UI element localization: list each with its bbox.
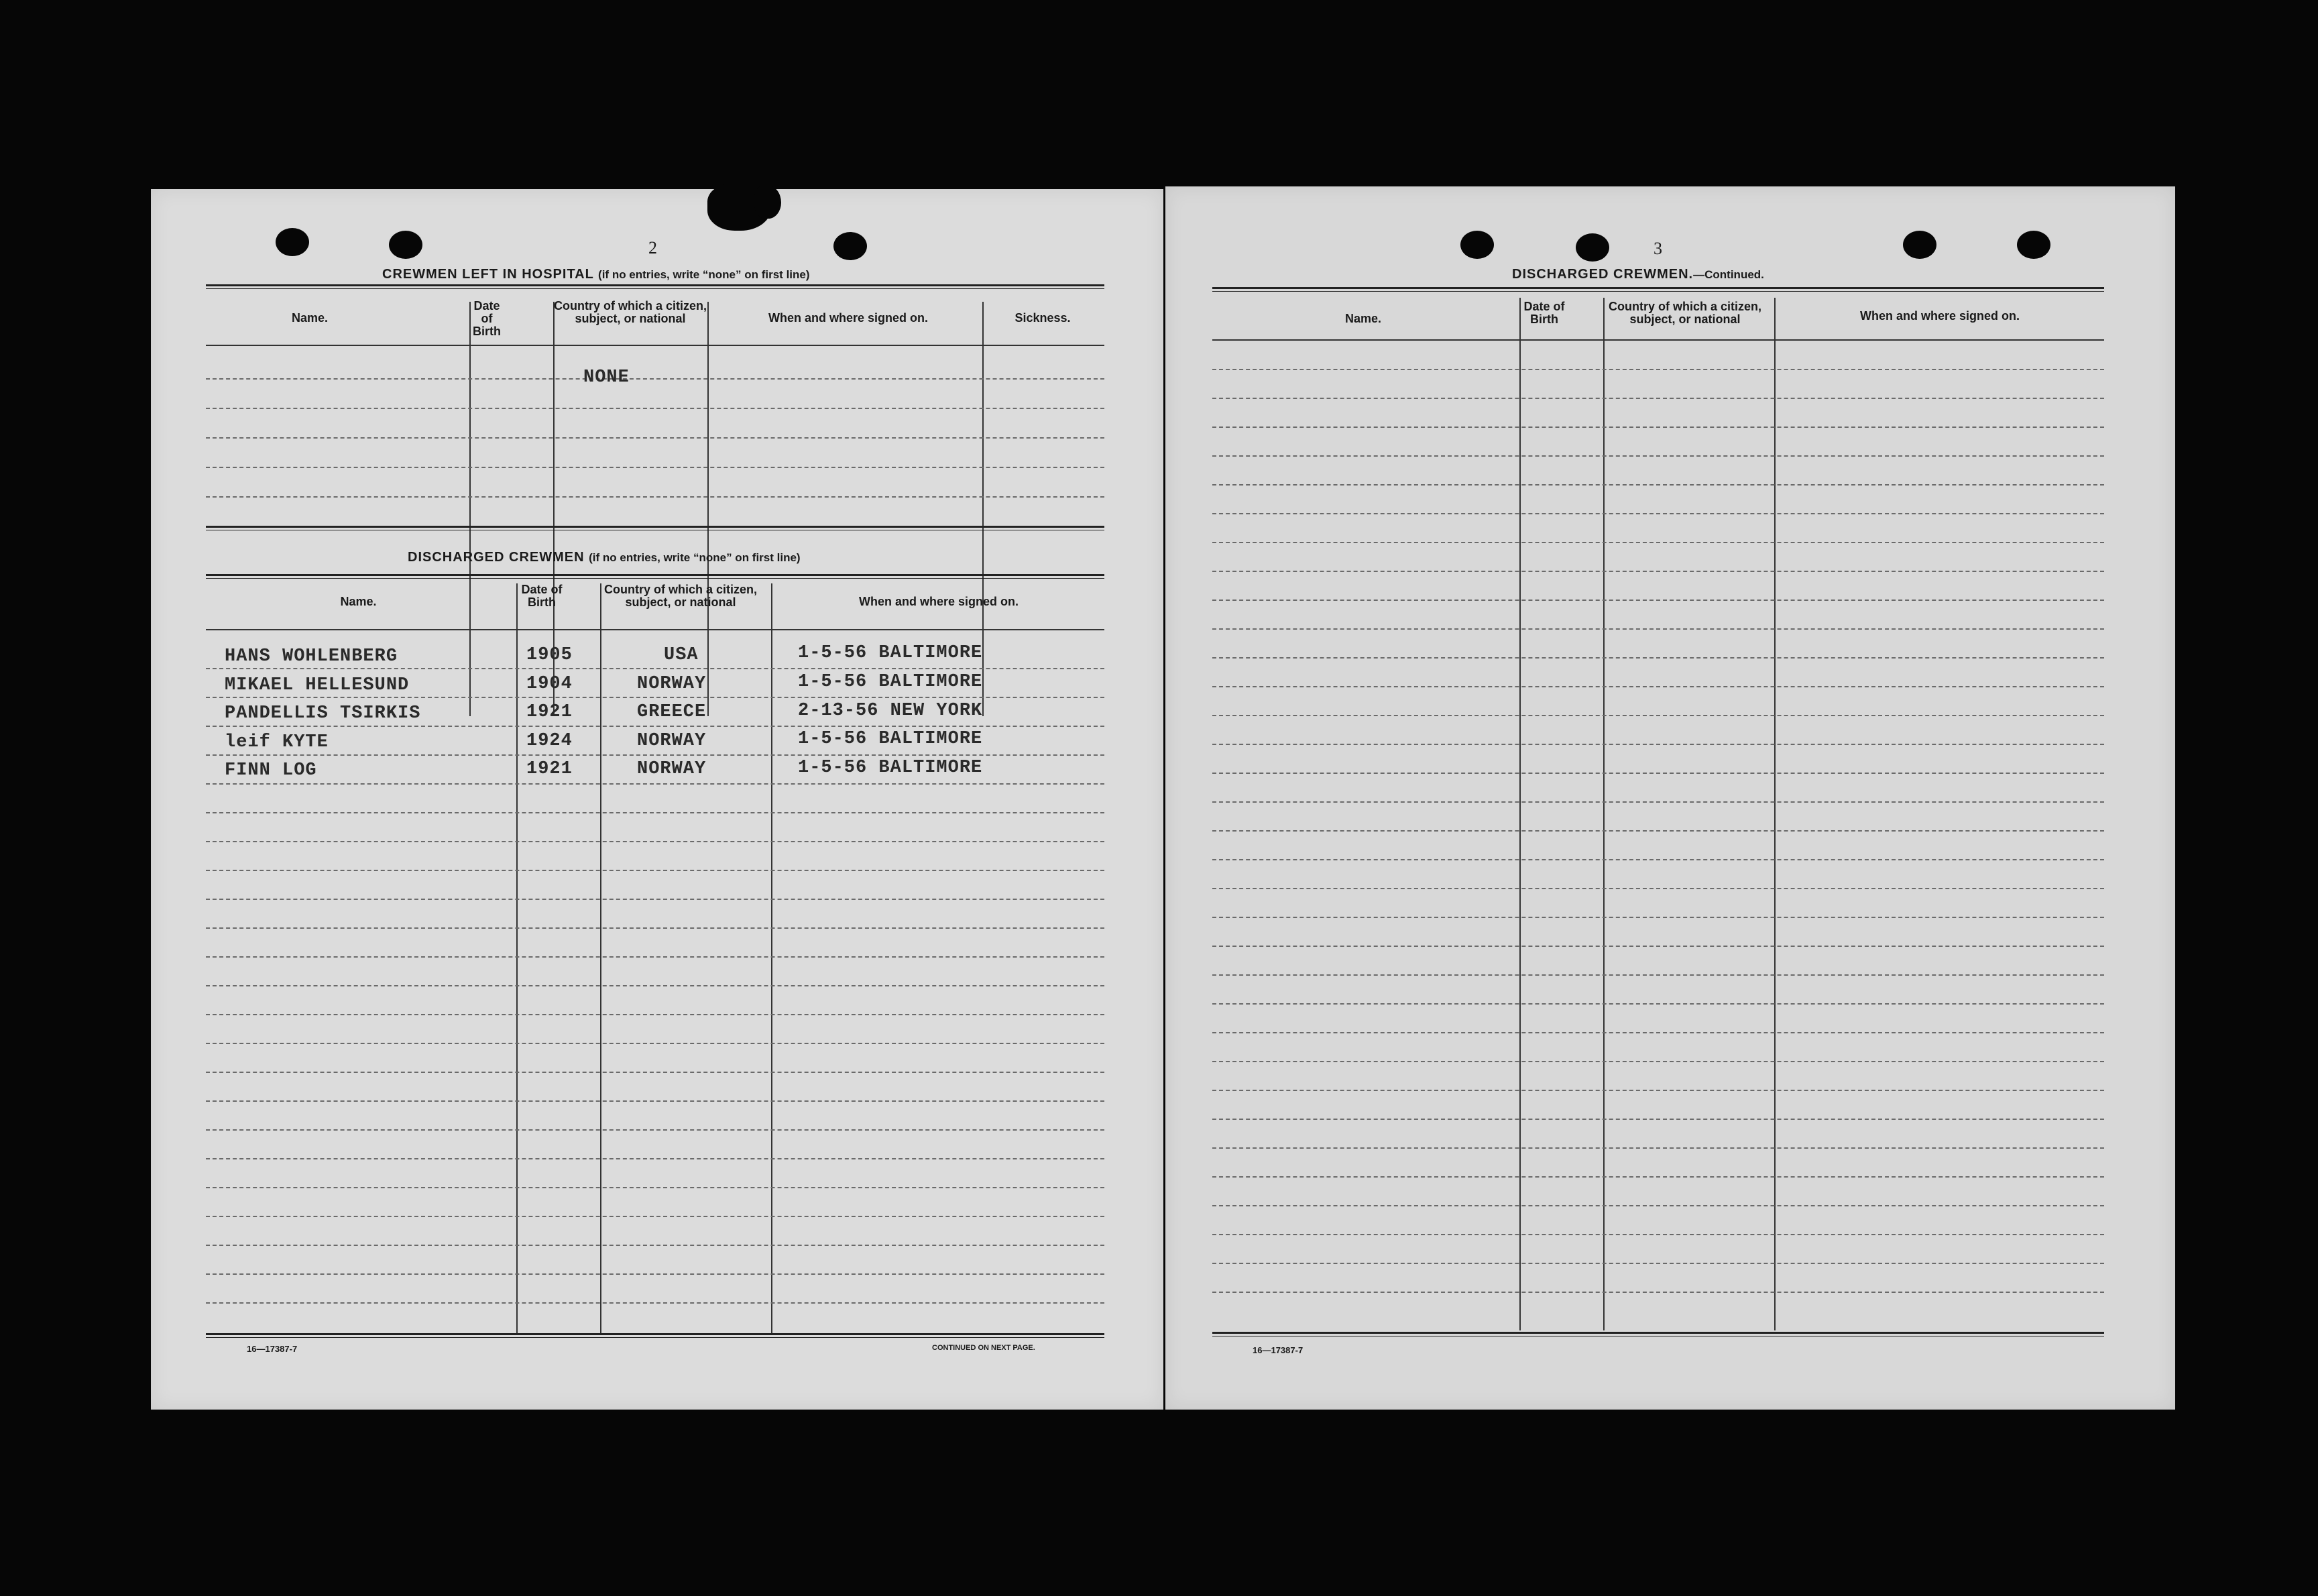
entry-line [1212, 571, 2104, 572]
entry-line [1212, 369, 2104, 370]
header-rule [206, 629, 1104, 630]
binder-hole [389, 231, 422, 259]
header-sickness: Sickness. [1015, 311, 1071, 325]
crew-dob: 1904 [526, 674, 573, 694]
entry-line [1212, 1263, 2104, 1264]
entry-line [1212, 542, 2104, 543]
column-divider [707, 302, 709, 716]
entry-line [206, 697, 1104, 698]
header-dob: Date of Birth [1523, 300, 1565, 326]
crew-name: leif KYTE [225, 732, 329, 752]
hospital-entry: NONE [583, 367, 630, 388]
entry-line [1212, 657, 2104, 659]
header-dob: Date of Birth [521, 583, 563, 609]
section-rule [1212, 1332, 2104, 1336]
right-page [1165, 186, 2175, 1410]
entry-line [1212, 946, 2104, 947]
entry-line [1212, 974, 2104, 976]
entry-line [206, 870, 1104, 871]
form-number: 16—17387-7 [1253, 1345, 1303, 1355]
column-divider [600, 583, 601, 1334]
entry-line [1212, 888, 2104, 889]
entry-line [206, 1100, 1104, 1102]
column-divider [1603, 298, 1605, 1330]
crew-name: PANDELLIS TSIRKIS [225, 703, 421, 724]
entry-line [1212, 398, 2104, 399]
crew-signed: 1-5-56 BALTIMORE [798, 643, 983, 663]
entry-line [1212, 1061, 2104, 1062]
crew-signed: 1-5-56 BALTIMORE [798, 758, 983, 778]
entry-line [1212, 830, 2104, 832]
binder-hole [1576, 233, 1609, 262]
entry-line [206, 1129, 1104, 1131]
entry-line [1212, 686, 2104, 687]
entry-line [206, 927, 1104, 929]
header-name: Name. [291, 311, 329, 325]
entry-line [206, 378, 1104, 380]
header-name: Name. [340, 595, 377, 608]
entry-line [206, 1014, 1104, 1015]
entry-line [206, 956, 1104, 958]
crew-country: GREECE [637, 702, 707, 722]
crew-dob: 1905 [526, 645, 573, 665]
entry-line [206, 754, 1104, 756]
crew-dob: 1921 [526, 759, 573, 779]
entry-line [1212, 917, 2104, 918]
entry-line [1212, 628, 2104, 630]
entry-line [206, 726, 1104, 727]
crew-signed: 1-5-56 BALTIMORE [798, 729, 983, 749]
header-dob: Date of Birth [473, 299, 501, 338]
entry-line [206, 841, 1104, 842]
header-country: Country of which a citizen, subject, or national [553, 299, 707, 325]
continued-note: CONTINUED ON NEXT PAGE. [932, 1344, 1035, 1352]
binder-hole [2017, 231, 2050, 259]
crew-country: USA [664, 645, 699, 665]
crew-dob: 1921 [526, 702, 573, 722]
header-country: Country of which a citizen, subject, or national [1608, 300, 1761, 326]
entry-line [1212, 600, 2104, 601]
entry-line [206, 1302, 1104, 1304]
entry-line [206, 812, 1104, 813]
crew-dob: 1924 [526, 731, 573, 751]
entry-line [206, 1245, 1104, 1246]
crew-country: NORWAY [637, 759, 707, 779]
binder-hole [1903, 231, 1936, 259]
entry-line [206, 1187, 1104, 1188]
header-signed: When and where signed on. [858, 595, 1019, 608]
crew-name: FINN LOG [225, 760, 317, 781]
column-divider [982, 302, 984, 716]
hospital-title: CREWMEN LEFT IN HOSPITAL (if no entries, write “none” on first line) [382, 267, 810, 282]
page-number: 2 [648, 238, 657, 258]
entry-line [1212, 455, 2104, 457]
entry-line [206, 496, 1104, 498]
crew-signed: 1-5-56 BALTIMORE [798, 672, 983, 692]
entry-line [1212, 744, 2104, 745]
entry-line [206, 437, 1104, 439]
entry-line [1212, 1147, 2104, 1149]
crew-signed: 2-13-56 NEW YORK [798, 701, 983, 721]
entry-line [1212, 1090, 2104, 1091]
entry-line [1212, 513, 2104, 514]
discharged-continued-title: DISCHARGED CREWMEN.—Continued. [1512, 267, 1764, 282]
crew-country: NORWAY [637, 674, 707, 694]
entry-line [206, 1158, 1104, 1159]
header-rule [1212, 339, 2104, 341]
left-page [151, 189, 1163, 1410]
entry-line [206, 899, 1104, 900]
header-name: Name. [1344, 312, 1382, 325]
column-divider [1519, 298, 1521, 1330]
entry-line [206, 408, 1104, 409]
section-rule [206, 574, 1104, 579]
discharged-title: DISCHARGED CREWMEN (if no entries, write “none” on first line) [408, 550, 801, 565]
section-rule [206, 1333, 1104, 1338]
column-divider [771, 583, 772, 1334]
entry-line [206, 668, 1104, 669]
entry-line [1212, 1205, 2104, 1206]
entry-line [206, 1043, 1104, 1044]
entry-line [1212, 484, 2104, 486]
binder-hole [833, 232, 867, 260]
entry-line [206, 467, 1104, 468]
header-signed: When and where signed on. [1859, 309, 2020, 323]
entry-line [1212, 715, 2104, 716]
entry-line [1212, 1234, 2104, 1235]
entry-line [1212, 1119, 2104, 1120]
entry-line [1212, 1292, 2104, 1293]
entry-line [1212, 1003, 2104, 1005]
entry-line [1212, 801, 2104, 803]
entry-line [1212, 859, 2104, 860]
entry-line [206, 1273, 1104, 1275]
entry-line [206, 1216, 1104, 1217]
crew-country: NORWAY [637, 731, 707, 751]
entry-line [1212, 1032, 2104, 1033]
form-number: 16—17387-7 [247, 1344, 298, 1354]
section-rule [1212, 287, 2104, 292]
column-divider [516, 583, 518, 1334]
binder-hole [276, 228, 309, 256]
column-divider [469, 302, 471, 716]
header-signed: When and where signed on. [768, 311, 929, 325]
entry-line [1212, 426, 2104, 428]
entry-line [206, 985, 1104, 986]
column-divider [1774, 298, 1776, 1330]
entry-line [1212, 773, 2104, 774]
header-rule [206, 345, 1104, 346]
header-country: Country of which a citizen, subject, or national [603, 583, 757, 609]
page-number: 3 [1654, 239, 1662, 258]
section-rule [206, 284, 1104, 289]
crew-name: HANS WOHLENBERG [225, 646, 398, 667]
torn-edge [754, 185, 781, 219]
entry-line [1212, 1176, 2104, 1178]
crew-name: MIKAEL HELLESUND [225, 675, 410, 695]
entry-line [206, 1072, 1104, 1073]
binder-hole [1460, 231, 1494, 259]
section-rule [206, 526, 1104, 530]
entry-line [206, 783, 1104, 785]
